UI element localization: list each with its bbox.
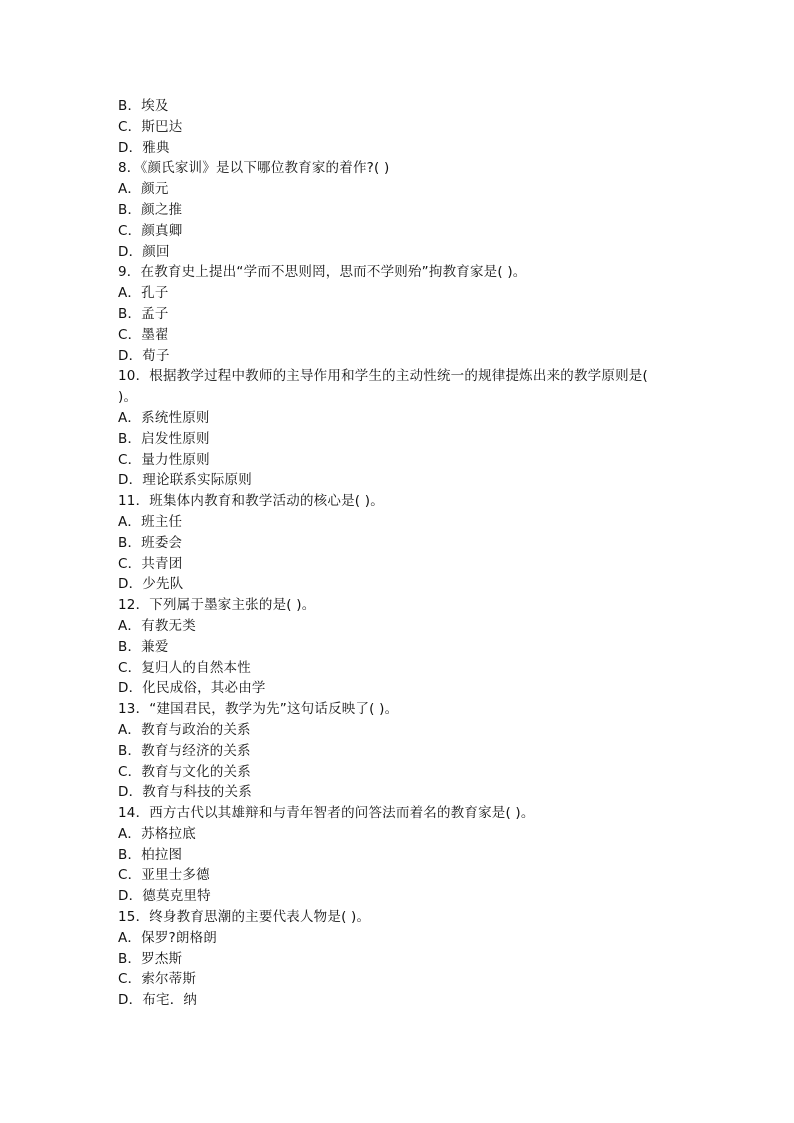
question-9: 9．在教育史上提出“学而不思则罔，思而不学则殆”拘教育家是( )。 bbox=[118, 264, 527, 281]
option-line: D．布宅．纳 bbox=[118, 992, 198, 1009]
option-line: D．少先队 bbox=[118, 576, 184, 593]
option-line: D．荀子 bbox=[118, 347, 170, 364]
option-line: D．德莫克里特 bbox=[118, 888, 211, 905]
option-line: B．教育与经济的关系 bbox=[118, 742, 251, 759]
option-line: B．柏拉图 bbox=[118, 846, 183, 863]
option-line: A．苏格拉底 bbox=[118, 825, 196, 842]
option-line: C．颜真卿 bbox=[118, 222, 183, 239]
question-10: 10．根据教学过程中教师的主导作用和学生的主动性统一的规律提炼出来的教学原则是( bbox=[118, 368, 648, 385]
option-line: D．教育与科技的关系 bbox=[118, 784, 252, 801]
option-line: B．孟子 bbox=[118, 305, 169, 322]
document-body bbox=[118, 96, 678, 1011]
option-line: A．颜元 bbox=[118, 181, 169, 198]
option-line: B．罗杰斯 bbox=[118, 950, 183, 967]
option-line: C．共青团 bbox=[118, 555, 183, 572]
option-line: A．班主任 bbox=[118, 513, 183, 530]
question-11: 11．班集体内教育和教学活动的核心是( )。 bbox=[118, 493, 384, 510]
question-15: 15．终身教育思潮的主要代表人物是( )。 bbox=[118, 909, 371, 926]
option-line: D．理论联系实际原则 bbox=[118, 472, 252, 489]
option-line: C．索尔蒂斯 bbox=[118, 971, 197, 988]
option-line: B．班委会 bbox=[118, 534, 183, 551]
question-14: 14．西方古代以其雄辩和与青年智者的问答法而着名的教育家是( )。 bbox=[118, 805, 535, 822]
option-line: C．斯巴达 bbox=[118, 118, 183, 135]
option-line: C．教育与文化的关系 bbox=[118, 763, 251, 780]
option-line: A．保罗?朗格朗 bbox=[118, 929, 218, 946]
question-12: 12．下列属于墨家主张的是( )。 bbox=[118, 597, 316, 614]
option-line: A．教育与政治的关系 bbox=[118, 721, 251, 738]
option-line: D．颜回 bbox=[118, 243, 170, 260]
option-line: D．化民成俗，其必由学 bbox=[118, 680, 266, 697]
option-line: A．有教无类 bbox=[118, 617, 196, 634]
option-line: C．复归人的自然本性 bbox=[118, 659, 251, 676]
question-10-continued: )。 bbox=[118, 389, 138, 406]
option-line: C．亚里士多德 bbox=[118, 867, 210, 884]
option-line: A．孔子 bbox=[118, 285, 169, 302]
option-line: C．墨翟 bbox=[118, 326, 169, 343]
option-line: D．雅典 bbox=[118, 139, 170, 156]
option-line: C．量力性原则 bbox=[118, 451, 210, 468]
question-13: 13．“建国君民，教学为先”这句话反映了( )。 bbox=[118, 701, 399, 718]
question-8: 8．《颜氏家训》是以下哪位教育家的着作?( ) bbox=[118, 160, 390, 177]
option-line: B．启发性原则 bbox=[118, 430, 210, 447]
option-line: A．系统性原则 bbox=[118, 409, 210, 426]
option-line: B．兼爱 bbox=[118, 638, 169, 655]
option-line: B．埃及 bbox=[118, 98, 169, 114]
option-line: B．颜之推 bbox=[118, 201, 183, 218]
